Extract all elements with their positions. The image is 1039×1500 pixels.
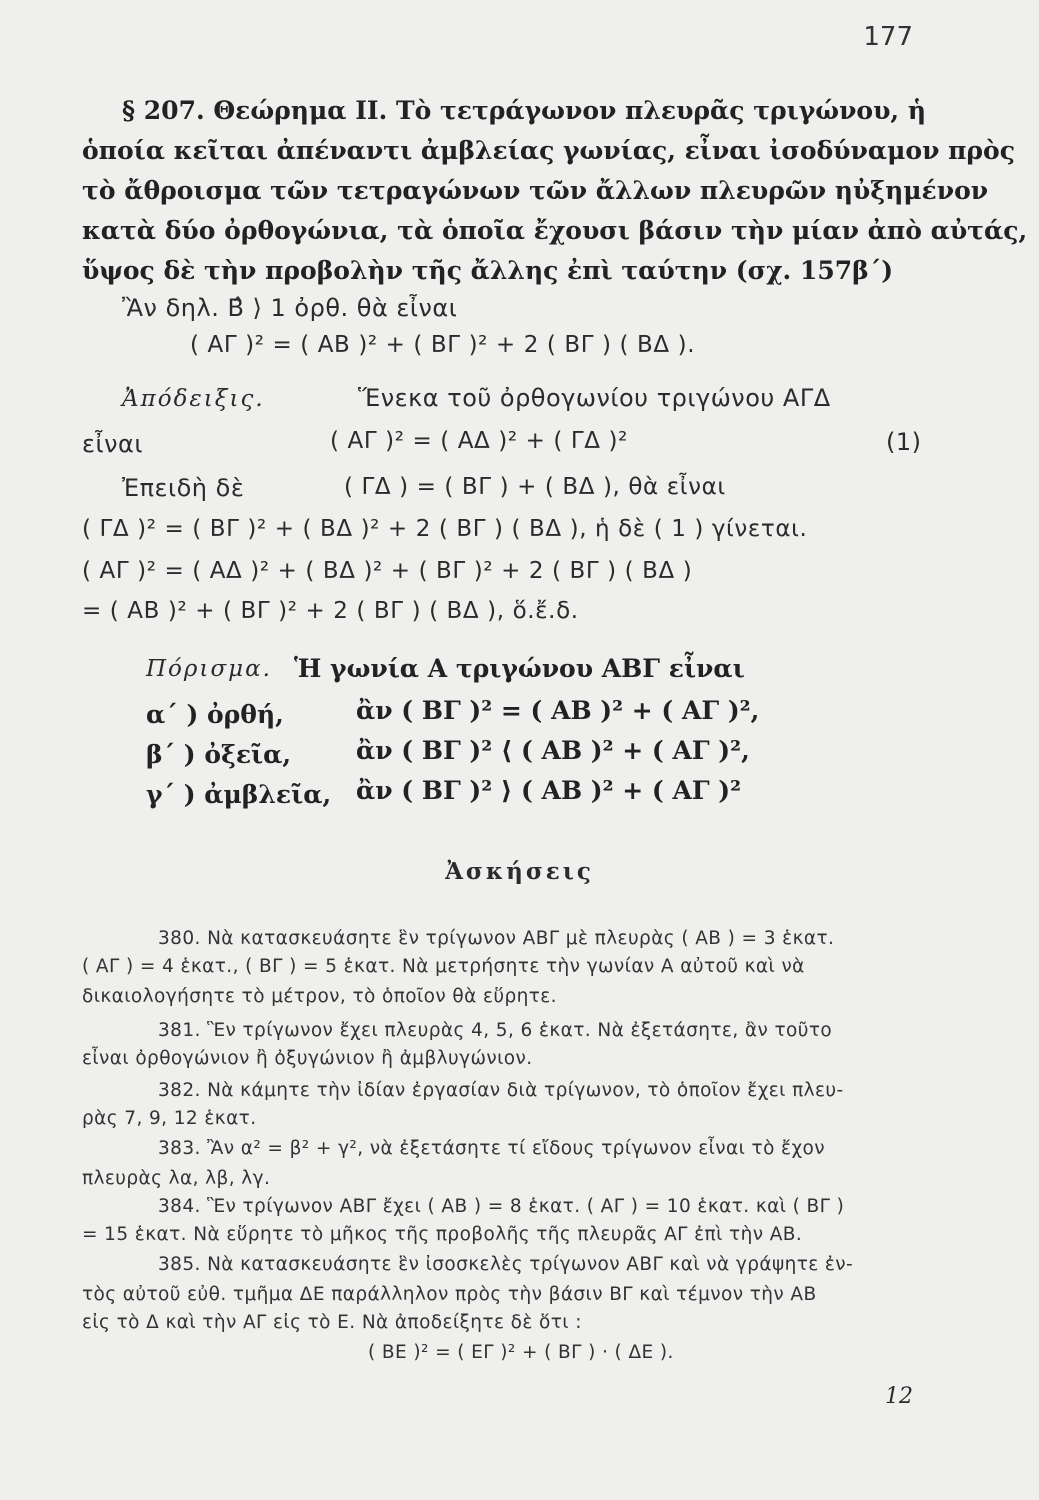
proof-line-6: = ( ΑΒ )² + ( ΒΓ )² + 2 ( ΒΓ ) ( ΒΔ ), ὅ.ἔ.δ.: [82, 598, 579, 624]
proof-line-2-prefix: εἶναι: [82, 430, 143, 458]
exercise-line-3: δικαιολογήσητε τὸ μέτρον, τὸ ὁποῖον θὰ εὕρητε.: [82, 986, 557, 1007]
exercise-line-2: ( ΑΓ ) = 4 ἑκατ., ( ΒΓ ) = 5 ἑκατ. Νὰ μετρήσητε τὴν γωνίαν Α αὐτοῦ καὶ νὰ: [82, 956, 805, 977]
theorem-line-4: κατὰ δύο ὀρθογώνια, τὰ ὁποῖα ἔχουσι βάσιν τὴν μίαν ἀπὸ αὐτάς,: [82, 216, 1028, 245]
proof-label: Ἀπόδειξις.: [122, 386, 265, 412]
theorem-line-1: § 207. Θεώρημα ΙΙ. Τὸ τετράγωνον πλευρᾶς τριγώνου, ἡ: [122, 96, 927, 125]
exercise-line-1: 380. Νὰ κατασκευάσητε ἓν τρίγωνον ΑΒΓ μὲ πλευρὰς ( ΑΒ ) = 3 ἑκατ.: [158, 928, 835, 949]
exercise-line-8: 383. Ἂν α² = β² + γ², νὰ ἐξετάσητε τί εἴδους τρίγωνον εἶναι τὸ ἔχον: [158, 1138, 826, 1159]
exercise-line-15: ( ΒΕ )² = ( ΕΓ )² + ( ΒΓ ) · ( ΔΕ ).: [368, 1342, 674, 1363]
exercise-line-14: εἰς τὸ Δ καὶ τὴν ΑΓ εἰς τὸ Ε. Νὰ ἀποδείξητε δὲ ὅτι :: [82, 1312, 582, 1333]
proof-line-3-formula: ( ΓΔ ) = ( ΒΓ ) + ( ΒΔ ), θὰ εἶναι: [344, 474, 726, 500]
theorem-line-2: ὁποία κεῖται ἀπέναντι ἀμβλείας γωνίας, εἶναι ἰσοδύναμον πρὸς: [82, 136, 1015, 165]
exercise-line-4: 381. Ἓν τρίγωνον ἔχει πλευρὰς 4, 5, 6 ἑκατ. Νὰ ἐξετάσητε, ἂν τοῦτο: [158, 1020, 833, 1041]
exercise-line-12: 385. Νὰ κατασκευάσητε ἓν ἰσοσκελὲς τρίγωνον ΑΒΓ καὶ νὰ γράψητε ἐν-: [158, 1254, 854, 1275]
corollary-case-name-3: γ΄ ) ἀμβλεῖα,: [146, 780, 332, 809]
exercise-line-9: πλευρὰς λα, λβ, λγ.: [82, 1168, 271, 1189]
page-number: 177: [863, 22, 913, 52]
corollary-label: Πόρισμα.: [146, 656, 272, 682]
theorem-formula: ( ΑΓ )² = ( ΑΒ )² + ( ΒΓ )² + 2 ( ΒΓ ) ( ΒΔ ).: [190, 332, 696, 358]
corollary-case-cond-1: ἂν ( ΒΓ )² = ( ΑΒ )² + ( ΑΓ )²,: [356, 696, 760, 725]
proof-line-1: Ἕνεκα τοῦ ὀρθογωνίου τριγώνου ΑΓΔ: [358, 384, 831, 412]
proof-line-2-formula: ( ΑΓ )² = ( ΑΔ )² + ( ΓΔ )²: [330, 428, 628, 454]
corollary-case-cond-2: ἂν ( ΒΓ )² ⟨ ( ΑΒ )² + ( ΑΓ )²,: [356, 736, 750, 765]
theorem-line-3: τὸ ἄθροισμα τῶν τετραγώνων τῶν ἄλλων πλευρῶν ηὐξημένον: [82, 176, 989, 205]
exercise-line-10: 384. Ἓν τρίγωνον ΑΒΓ ἔχει ( ΑΒ ) = 8 ἑκατ. ( ΑΓ ) = 10 ἑκατ. καὶ ( ΒΓ ): [158, 1196, 845, 1217]
exercise-line-5: εἶναι ὀρθογώνιον ἢ ὀξυγώνιον ἢ ἀμβλυγώνιον.: [82, 1048, 533, 1069]
exercise-line-7: ρὰς 7, 9, 12 ἑκατ.: [82, 1108, 257, 1129]
exercise-line-6: 382. Νὰ κάμητε τὴν ἰδίαν ἐργασίαν διὰ τρίγωνον, τὸ ὁποῖον ἔχει πλευ-: [158, 1080, 844, 1101]
theorem-condition: Ἂν δηλ. Β̂ ⟩ 1 ὀρθ. θὰ εἶναι: [122, 294, 458, 322]
corollary-case-cond-3: ἂν ( ΒΓ )² ⟩ ( ΑΒ )² + ( ΑΓ )²: [356, 776, 742, 805]
proof-line-5: ( ΑΓ )² = ( ΑΔ )² + ( ΒΔ )² + ( ΒΓ )² + 2 ( ΒΓ ) ( ΒΔ ): [82, 558, 693, 584]
corollary-case-name-2: β΄ ) ὀξεῖα,: [146, 740, 292, 769]
proof-line-3-prefix: Ἐπειδὴ δὲ: [122, 474, 245, 502]
exercise-line-11: = 15 ἑκατ. Νὰ εὕρητε τὸ μῆκος τῆς προβολῆς τῆς πλευρᾶς ΑΓ ἐπὶ τὴν ΑΒ.: [82, 1224, 803, 1245]
equation-tag: (1): [886, 428, 922, 456]
exercise-line-13: τὸς αὐτοῦ εὐθ. τμῆμα ΔΕ παράλληλον πρὸς τὴν βάσιν ΒΓ καὶ τέμνον τὴν ΑΒ: [82, 1284, 817, 1305]
proof-line-4: ( ΓΔ )² = ( ΒΓ )² + ( ΒΔ )² + 2 ( ΒΓ ) ( ΒΔ ), ἡ δὲ ( 1 ) γίνεται.: [82, 516, 808, 542]
signature-mark: 12: [885, 1384, 913, 1409]
corollary-text: Ἡ γωνία Α τριγώνου ΑΒΓ εἶναι: [294, 654, 745, 683]
exercises-heading: Ἀσκήσεις: [445, 858, 594, 885]
corollary-case-name-1: α΄ ) ὀρθή,: [146, 700, 284, 729]
theorem-line-5: ὕψος δὲ τὴν προβολὴν τῆς ἄλλης ἐπὶ ταύτην (σχ. 157β΄): [82, 256, 894, 285]
